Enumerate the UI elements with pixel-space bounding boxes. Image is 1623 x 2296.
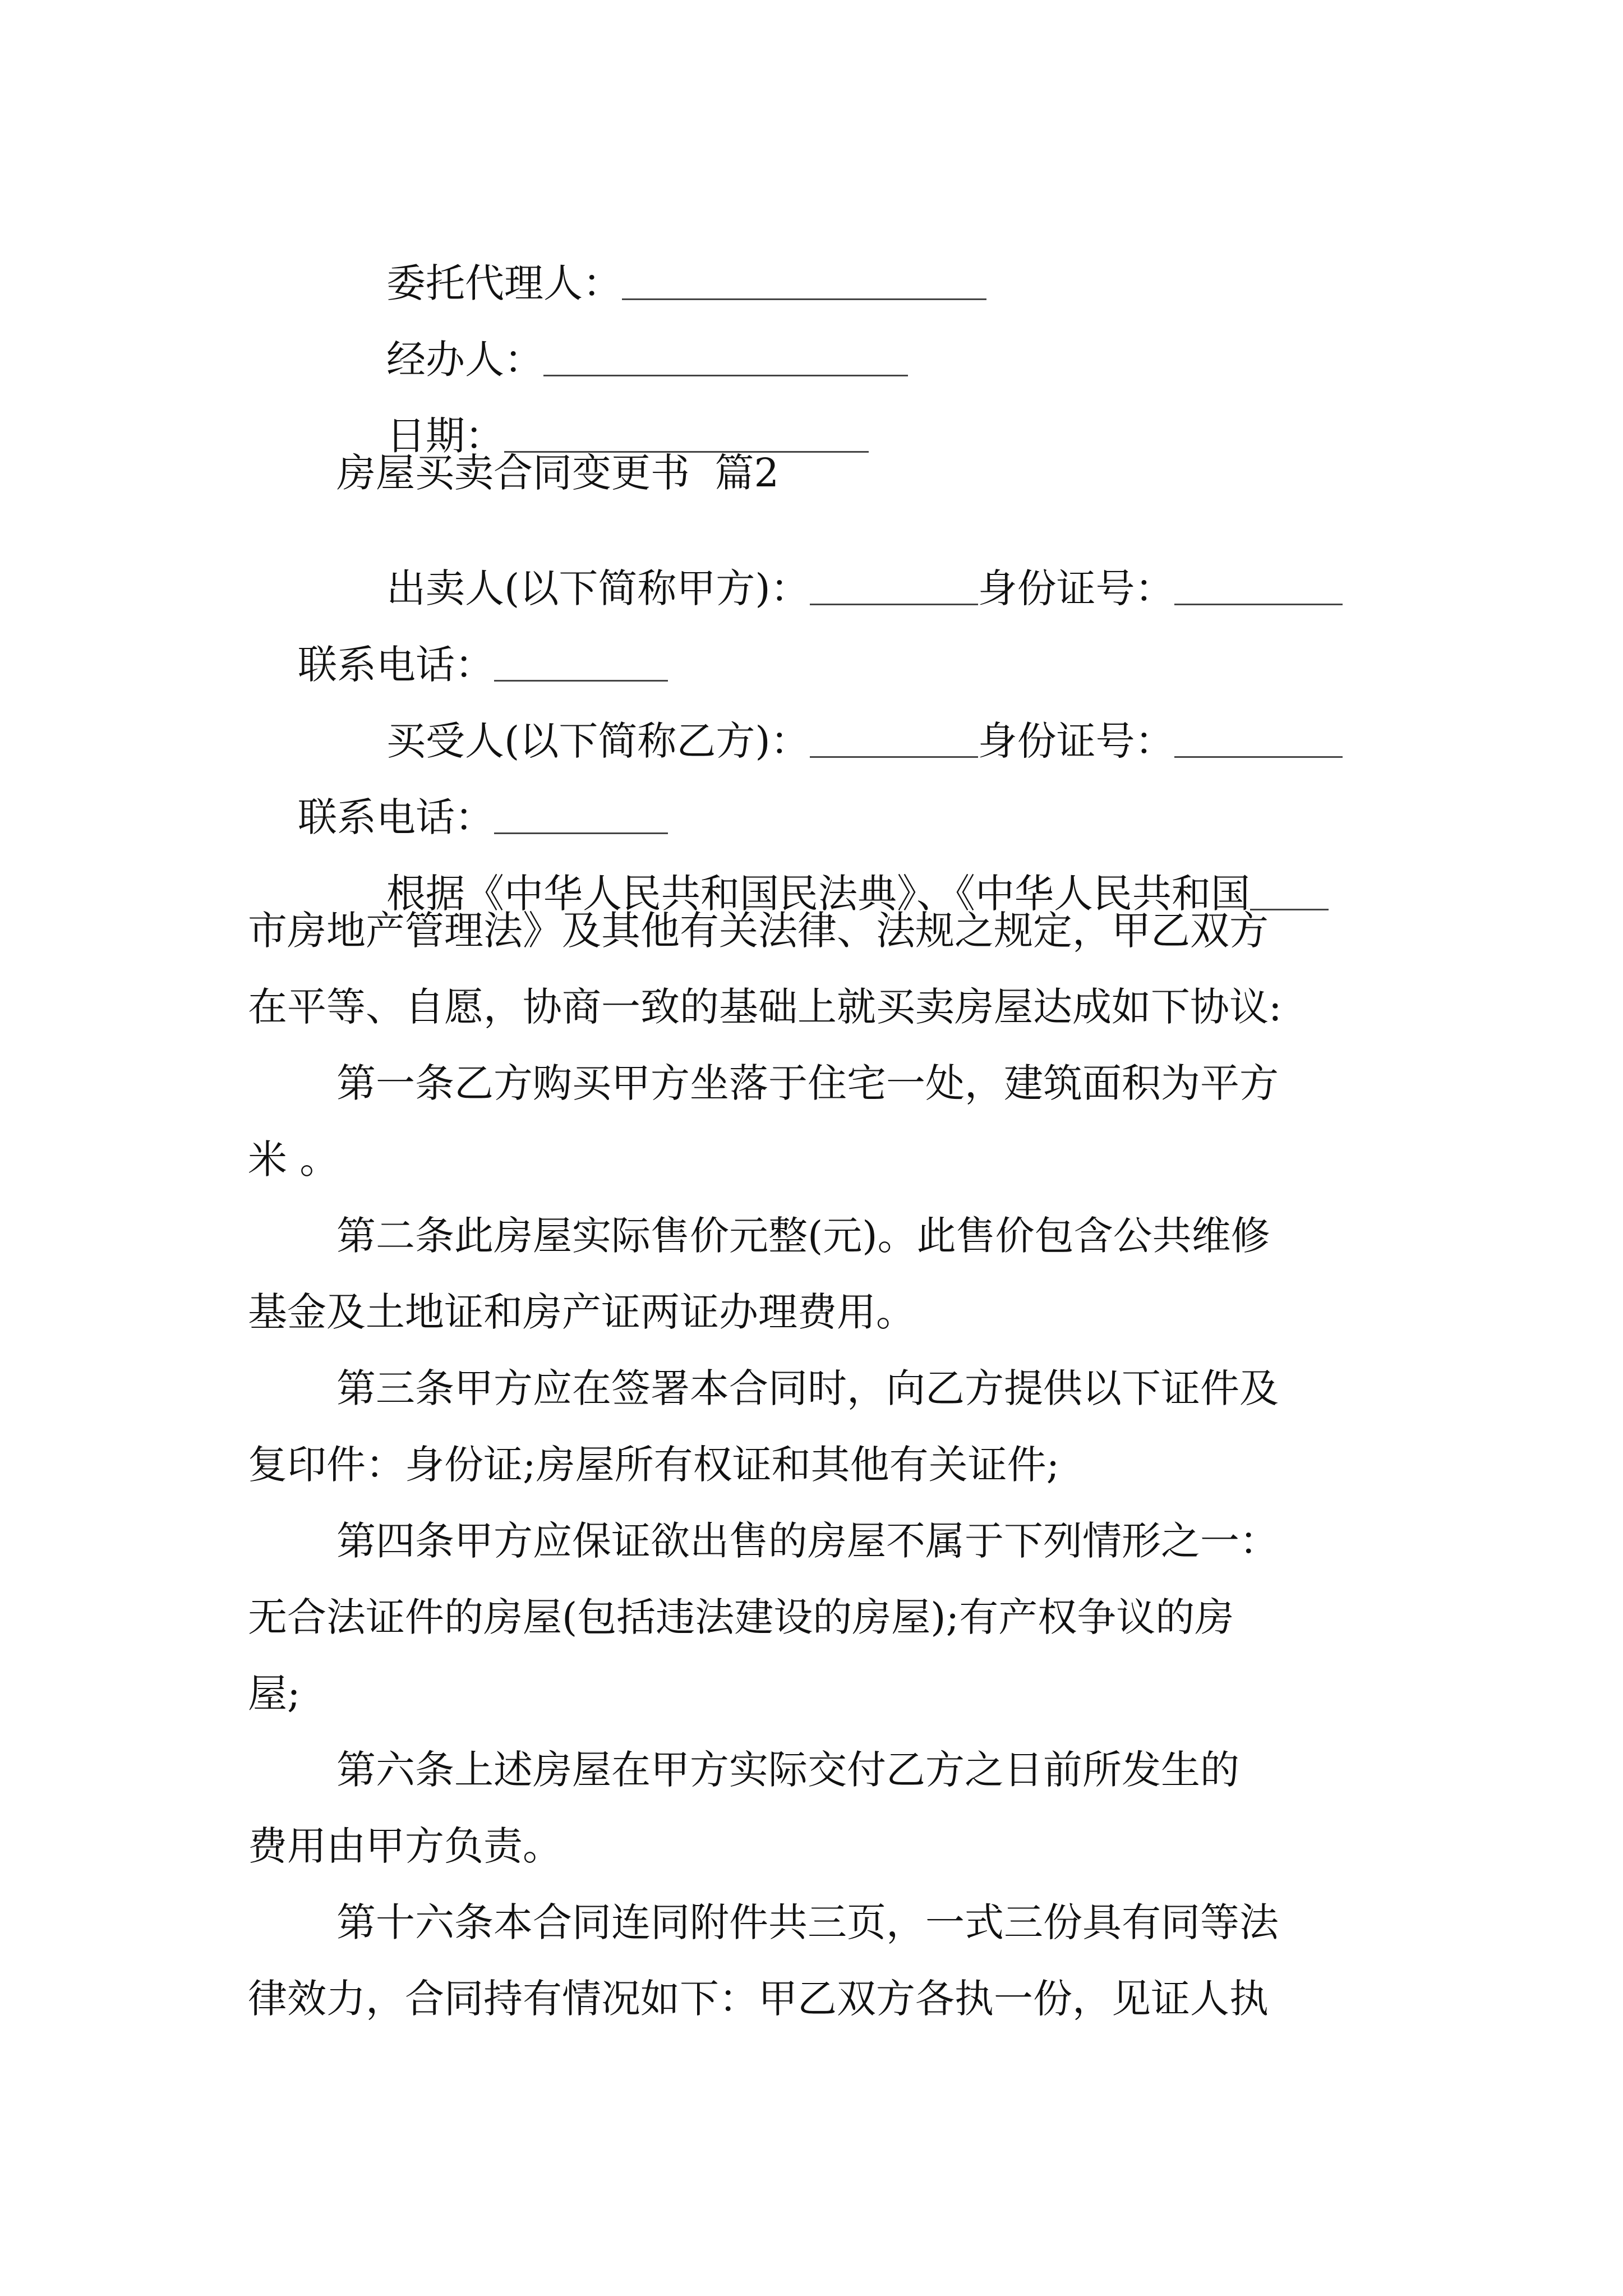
date-blank[interactable]	[504, 416, 869, 453]
seller-name-blank[interactable]	[810, 569, 978, 605]
agent-label: 委托代理人：	[386, 260, 623, 306]
article-2-line-1: 第二条此房屋实际售价元整(元)。此售价包含公共维修	[336, 1213, 1270, 1259]
article-4-line-3: 屋;	[248, 1671, 301, 1717]
seller-id-label: 身份证号：	[978, 565, 1174, 611]
article-1-line-1: 第一条乙方购买甲方坐落于住宅一处，建筑面积为平方	[336, 1060, 1279, 1106]
buyer-phone-blank[interactable]	[494, 798, 668, 834]
date-label: 日期：	[386, 413, 505, 459]
article-4-line-1: 第四条甲方应保证欲出售的房屋不属于下列情形之一：	[336, 1518, 1279, 1564]
city-blank[interactable]	[1250, 874, 1329, 910]
handler-blank[interactable]	[543, 340, 908, 376]
seller-phone-blank[interactable]	[494, 645, 668, 682]
article-3-line-2: 复印件：身份证;房屋所有权证和其他有关证件;	[248, 1442, 1060, 1488]
article-6-line-2: 费用由甲方负责。	[248, 1823, 562, 1869]
article-1-line-2: 米 。	[248, 1137, 339, 1182]
article-3-line-1: 第三条甲方应在签署本合同时，向乙方提供以下证件及	[336, 1365, 1279, 1411]
article-16-line-2: 律效力，合同持有情况如下：甲乙双方各执一份，见证人执	[248, 1976, 1269, 2022]
basis-line-3: 在平等、自愿，协商一致的基础上就买卖房屋达成如下协议:	[248, 984, 1282, 1030]
buyer-label: 买受人(以下简称乙方)：	[386, 718, 810, 764]
handler-label: 经办人：	[386, 337, 544, 383]
seller-phone-label: 联系电话：	[298, 642, 495, 688]
article-2-line-2: 基金及土地证和房产证两证办理费用。	[248, 1289, 915, 1335]
buyer-id-label: 身份证号：	[978, 718, 1174, 764]
buyer-id-blank[interactable]	[1174, 721, 1343, 758]
buyer-name-blank[interactable]	[810, 721, 978, 758]
buyer-phone-label: 联系电话：	[298, 794, 495, 840]
basis-line-2: 市房地产管理法》及其他有关法律、法规之规定，甲乙双方	[248, 908, 1269, 954]
seller-label: 出卖人(以下简称甲方)：	[386, 565, 810, 611]
basis-text-1: 根据《中华人民共和国民法典》、《中华人民共和国	[386, 871, 1251, 917]
article-4-line-2: 无合法证件的房屋(包括违法建设的房屋);有产权争议的房	[248, 1594, 1234, 1640]
article-16-line-1: 第十六条本合同连同附件共三页，一式三份具有同等法	[336, 1899, 1279, 1945]
article-6-line-1: 第六条上述房屋在甲方实际交付乙方之日前所发生的	[336, 1747, 1239, 1793]
section-title: 房屋买卖合同变更书 篇2	[336, 450, 780, 496]
seller-id-blank[interactable]	[1174, 569, 1343, 605]
agent-blank[interactable]	[622, 264, 986, 300]
